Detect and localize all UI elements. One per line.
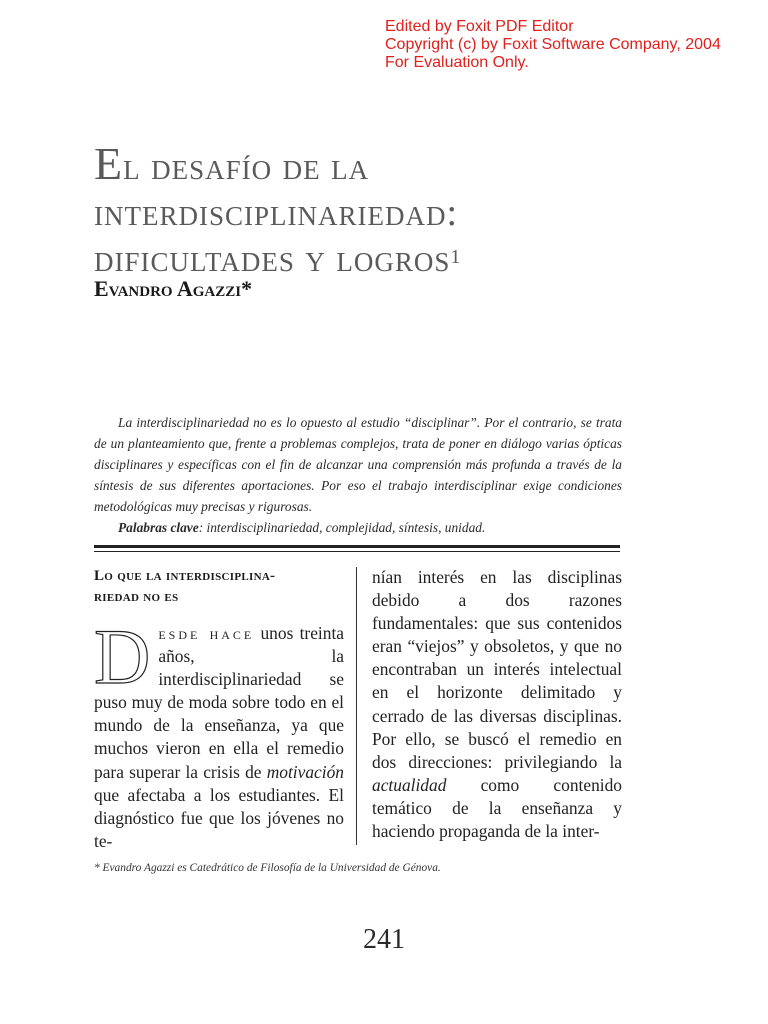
section-divider-thin xyxy=(94,551,620,552)
title-line-1 xyxy=(94,138,714,190)
left-body: unos treinta años, la interdisciplinariedad se puso muy de moda sobre todo en el mundo de la enseñanza, ya que muchos vieron en ella el remedio para superar la crisis de xyxy=(94,623,344,782)
page-number: 241 xyxy=(363,924,405,955)
title-line-3-text: dificultades y logros xyxy=(94,238,451,281)
left-body-end: que afectaba a los estudiantes. El diagnóstico fue que los jóvenes no te- xyxy=(94,784,344,851)
left-column xyxy=(94,566,344,853)
abstract-text: La interdisciplinariedad no es lo opuesto al estudio “disciplinar”. Por el contrario, se trata de un planteamiento que, frente a problemas complejos, trata de poner en diálogo varias ópticas disciplinares y específicas con el fin de alcanzar una comprensión más profunda a través de la síntesis de sus diferentes aportaciones. Por eso el trabajo interdisciplinar exige condiciones metodológicas muy precisas y rigurosas. xyxy=(94,415,622,514)
title-line-2: interdisciplinariedad: xyxy=(94,192,459,235)
author-footnote: * Evandro Agazzi es Catedrático de Filosofía de la Universidad de Génova. xyxy=(94,862,441,874)
right-body-end: como contenido temático de la enseñanza y haciendo propaganda de la inter- xyxy=(372,774,622,842)
section-heading-line-2: riedad no es xyxy=(94,589,179,605)
watermark-line-3: For Evaluation Only. xyxy=(385,54,529,71)
column-divider xyxy=(356,567,357,845)
watermark-line-2: Copyright (c) by Foxit Software Company, 2004 xyxy=(385,36,721,53)
right-body: nían interés en las disciplinas debido a dos razones fundamentales: que sus contenidos eran “viejos” y obsoletos, y que no encontraban un interés intelectual en el horizonte delimitado y cerrado de las diversas disciplinas. Por ello, se buscó el remedio en dos direcciones: privilegiando la xyxy=(372,567,622,772)
author-name: Evandro Agazzi* xyxy=(94,276,253,301)
section-heading xyxy=(94,566,344,608)
keywords xyxy=(94,517,622,538)
left-column-text xyxy=(94,613,344,853)
watermark-line-1: Edited by Foxit PDF Editor xyxy=(385,18,574,35)
right-column-text xyxy=(372,566,622,843)
section-heading-line-1: Lo que la interdisciplina- xyxy=(94,568,276,584)
title-initial: E xyxy=(94,138,124,190)
evaluation-watermark xyxy=(385,18,721,72)
keywords-list: : interdisciplinariedad, complejidad, síntesis, unidad. xyxy=(198,520,486,535)
right-column xyxy=(372,566,622,843)
keywords-label: Palabras clave xyxy=(118,520,199,535)
opening-smallcaps: esde hace xyxy=(158,623,255,643)
title-line-1-rest: l desafío de la xyxy=(123,146,370,189)
drop-cap: D xyxy=(94,613,151,700)
article-title xyxy=(94,138,714,282)
section-divider-thick xyxy=(94,545,620,548)
right-italic-term: actualidad xyxy=(372,774,447,795)
left-italic-term: motivación xyxy=(266,761,344,782)
title-footnote-mark: 1 xyxy=(450,246,462,269)
abstract xyxy=(94,412,622,538)
